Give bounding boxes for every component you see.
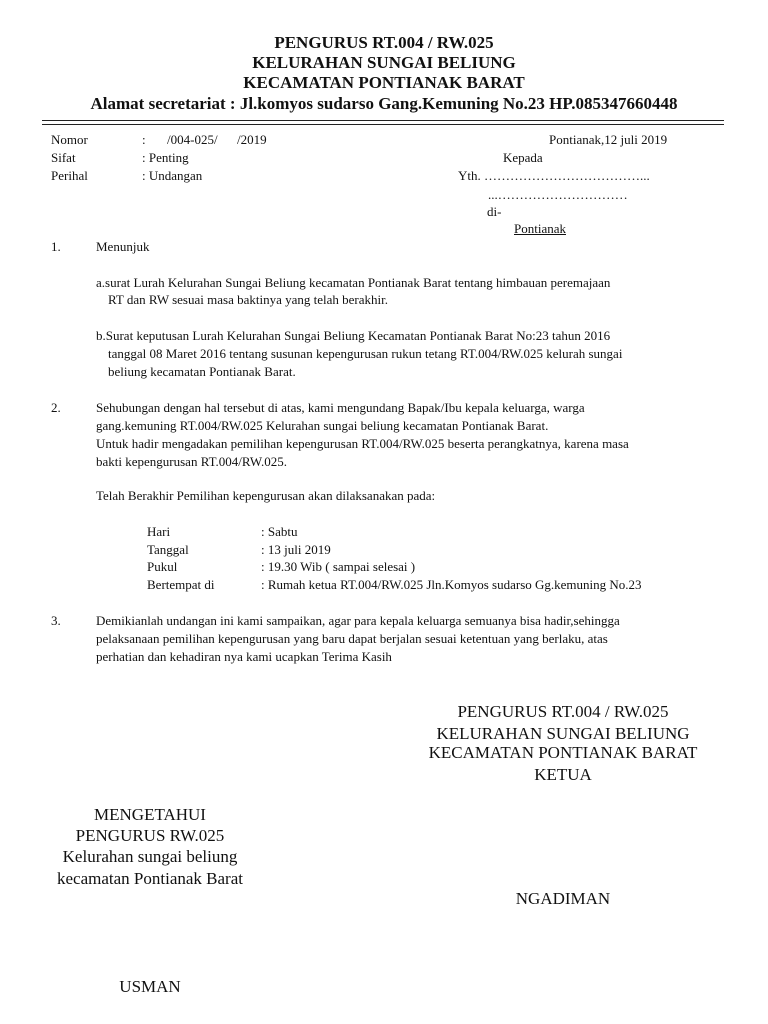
perihal-label: Perihal — [51, 168, 88, 183]
signature-left-line-4: kecamatan Pontianak Barat — [57, 869, 243, 888]
signature-right-name: NGADIMAN — [515, 889, 611, 908]
sifat-value: : Penting — [142, 150, 189, 165]
section-2-line-4: bakti kepengurusan RT.004/RW.025. — [96, 454, 287, 469]
di-label: di- — [487, 204, 502, 219]
section-2-intro: Telah Berakhir Pemilihan kepengurusan akan dilaksanakan pada: — [96, 488, 436, 503]
letterhead-line-3: KECAMATAN PONTIANAK BARAT — [243, 73, 525, 92]
section-2-number: 2. — [51, 400, 61, 415]
section-1-b-line-2: tanggal 08 Maret 2016 tentang susunan kepengurusan rukun tetang RT.004/RW.025 kelurah sungai — [108, 346, 623, 361]
signature-left-name: USMAN — [119, 977, 181, 996]
header-divider-top — [42, 120, 724, 121]
perihal-value: : Undangan — [142, 168, 203, 183]
detail-label-pukul: Pukul — [147, 559, 178, 574]
section-1-a-line-2: RT dan RW sesuai masa baktinya yang telah berakhir. — [108, 292, 388, 307]
letterhead-address: Alamat secretariat : Jl.komyos sudarso Gang.Kemuning No.23 HP.085347660448 — [90, 94, 678, 113]
section-2-line-2: gang.kemuning RT.004/RW.025 Kelurahan sungai beliung kecamatan Pontianak Barat. — [96, 418, 549, 433]
section-1-b-line-3: beliung kecamatan Pontianak Barat. — [108, 364, 296, 379]
recipient-city: Pontianak — [514, 221, 566, 236]
detail-value-tempat: : Rumah ketua RT.004/RW.025 Jln.Komyos sudarso Gg.kemuning No.23 — [261, 577, 642, 592]
section-3-number: 3. — [51, 613, 61, 628]
signature-left-line-3: Kelurahan sungai beliung — [62, 847, 238, 866]
letterhead-line-1: PENGURUS RT.004 / RW.025 — [274, 33, 494, 52]
yth-dots: ...………………………… — [488, 187, 628, 202]
section-1-title: Menunjuk — [96, 239, 150, 254]
detail-label-tanggal: Tanggal — [147, 542, 189, 557]
sifat-label: Sifat — [51, 150, 76, 165]
detail-value-hari: : Sabtu — [261, 524, 298, 539]
signature-right-line-1: PENGURUS RT.004 / RW.025 — [457, 702, 669, 721]
section-3-line-1: Demikianlah undangan ini kami sampaikan, agar para kepala keluarga semuanya bisa hadir,sehingga — [96, 613, 620, 628]
nomor-value: /004-025/ /2019 — [167, 132, 267, 147]
signature-right-line-3: KECAMATAN PONTIANAK BARAT — [428, 743, 698, 762]
section-2-line-3: Untuk hadir mengadakan pemilihan kepengurusan RT.004/RW.025 beserta perangkatnya, karena masa — [96, 436, 629, 451]
place-date: Pontianak,12 juli 2019 — [549, 132, 668, 147]
signature-right-line-2: KELURAHAN SUNGAI BELIUNG — [436, 724, 690, 743]
signature-left-line-2: PENGURUS RW.025 — [75, 826, 225, 845]
detail-value-pukul: : 19.30 Wib ( sampai selesai ) — [261, 559, 416, 574]
section-2-line-1: Sehubungan dengan hal tersebut di atas, kami mengundang Bapak/Ibu kepala keluarga, warga — [96, 400, 585, 415]
nomor-colon: : — [142, 132, 146, 147]
letterhead-line-2: KELURAHAN SUNGAI BELIUNG — [252, 53, 516, 72]
detail-label-tempat: Bertempat di — [147, 577, 215, 592]
header-divider-bottom — [42, 124, 724, 125]
section-1-a-line-1: a.surat Lurah Kelurahan Sungai Beliung kecamatan Pontianak Barat tentang himbauan peremajaan — [96, 275, 611, 290]
signature-right-title: KETUA — [534, 765, 592, 784]
section-1-b-line-1: b.Surat keputusan Lurah Kelurahan Sungai Beliung Kecamatan Pontianak Barat No:23 tahun 2016 — [96, 328, 611, 343]
kepada-label: Kepada — [503, 150, 543, 165]
section-3-line-3: perhatian dan kehadiran nya kami ucapkan Terima Kasih — [96, 649, 392, 664]
section-1-number: 1. — [51, 239, 61, 254]
detail-label-hari: Hari — [147, 524, 171, 539]
yth-recipient: Yth. ………………………………... — [458, 168, 650, 183]
detail-value-tanggal: : 13 juli 2019 — [261, 542, 331, 557]
nomor-label: Nomor — [51, 132, 88, 147]
signature-left-line-1: MENGETAHUI — [94, 805, 206, 824]
section-3-line-2: pelaksanaan pemilihan kepengurusan yang baru dapat berjalan sesuai ketentuan yang berlaku, atas — [96, 631, 608, 646]
